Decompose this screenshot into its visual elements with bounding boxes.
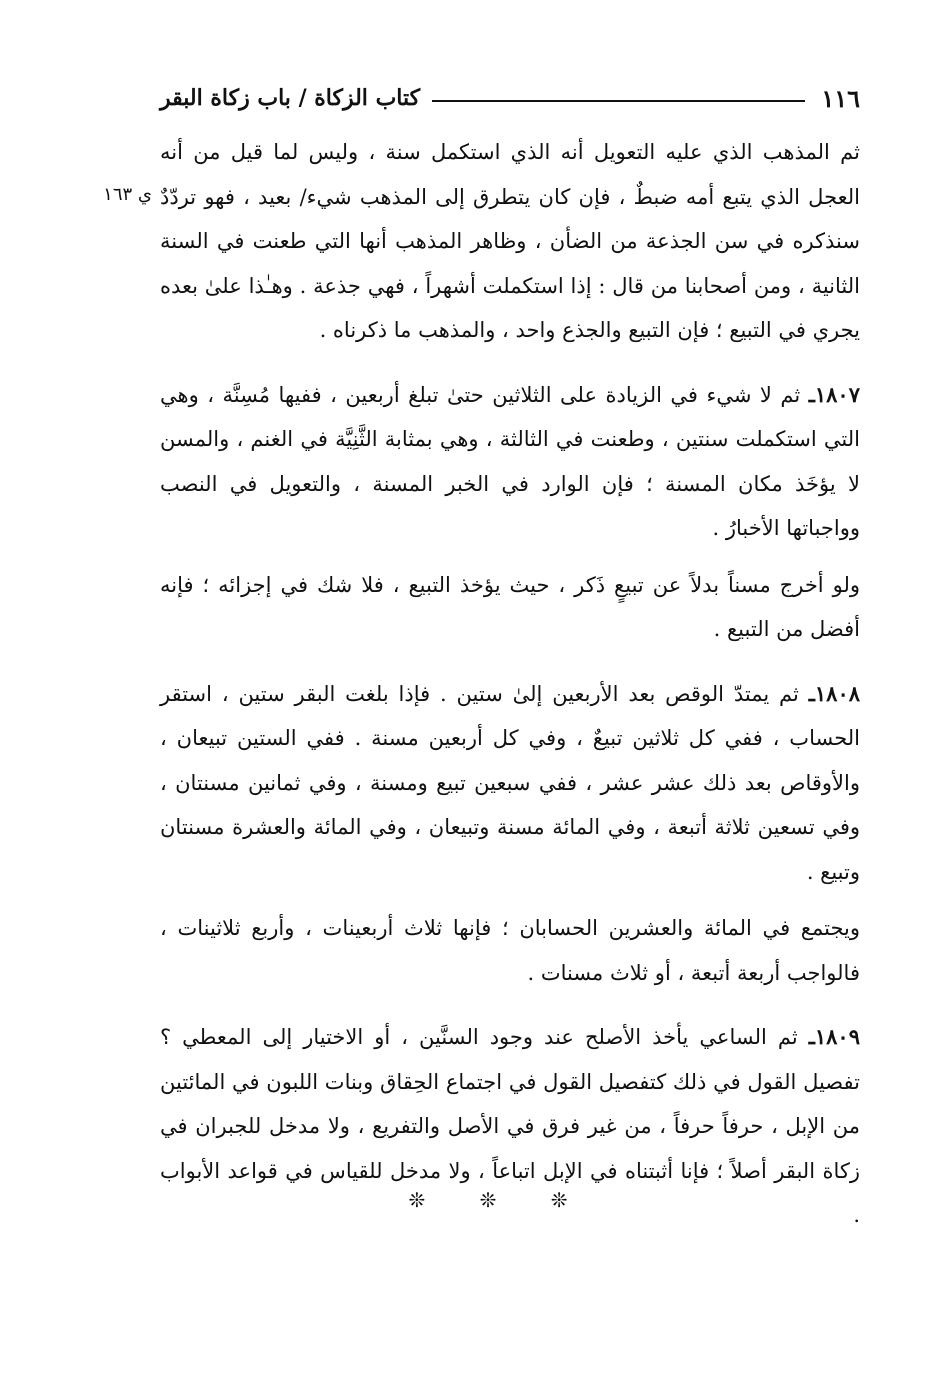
section-end-ornament: ❊ ❊ ❊ bbox=[408, 1188, 592, 1212]
paragraph-intro bbox=[160, 130, 860, 353]
paragraph-text: ثم يمتدّ الوقص بعد الأربعين إلىٰ ستين . فإذا بلغت البقر ستين ، استقر الحساب ، ففي كل ثلاثين تبيعٌ ، وفي كل أربعين مسنة . ففي الستين تبيعان ، والأوقاص بعد ذلك عشر عشر ، ففي سبعين تبيع ومسنة ، وفي ثمانين مسنتان ، وفي تسعين ثلاثة أتبعة ، وفي المائة مسنة وتبيعان ، وفي المائة والعشرة مسنتان وتبيع . bbox=[160, 681, 860, 884]
paragraph-text: ثم لا شيء في الزيادة على الثلاثين حتىٰ تبلغ أربعين ، ففيها مُسِنَّة ، وهي التي استكملت سنتين ، وطعنت في الثالثة ، وهي بمثابة الثَّنِيَّة في الغنم ، والمسن لا يؤخَذ مكان المسنة ؛ فإن الوارد في الخبر المسنة ، والتعويل في النصب وواجباتها الأخبارُ . bbox=[160, 382, 860, 540]
page-number: ١١٦ bbox=[821, 83, 860, 113]
paragraph-text: ويجتمع في المائة والعشرين الحسابان ؛ فإنها ثلاث أربعينات ، وأربع ثلاثينات ، فالواجب أربعة أتبعة ، أو ثلاث مسنات . bbox=[160, 916, 860, 985]
paragraph-1807 bbox=[160, 373, 860, 551]
page-header bbox=[160, 78, 860, 118]
paragraph-text: ولو أخرج مسناً بدلاً عن تبيعٍ ذَكر ، حيث يؤخذ التبيع ، فلا شك في إجزائه ؛ فإنه أفضل من التبيع . bbox=[160, 572, 860, 641]
paragraph-text: ثم الساعي يأخذ الأصلح عند وجود السنَّين ، أو الاختيار إلى المعطي ؟ تفصيل القول في ذلك كتفصيل القول في اجتماع الحِقاق وبنات اللبون في المائتين من الإبل ، حرفاً حرفاً ، من غير فرق في الأصل والتفريع ، ولا مدخل للجبران في زكاة البقر أصلاً ؛ فإنا أثبتناه في الإبل اتباعاً ، ولا مدخل للقياس في قواعد الأبواب . bbox=[160, 1025, 860, 1227]
running-title: كتاب الزكاة / باب زكاة البقر bbox=[160, 85, 421, 111]
paragraph-continuation-1807 bbox=[160, 563, 860, 652]
issue-number: ١٨٠٧ـ bbox=[808, 381, 860, 407]
manuscript-folio-ref: ي ١٦٣ bbox=[103, 184, 152, 205]
main-text bbox=[160, 130, 860, 1238]
issue-number: ١٨٠٩ـ bbox=[808, 1024, 860, 1049]
paragraph-continuation-1808 bbox=[160, 906, 860, 995]
header-rule bbox=[432, 100, 805, 102]
margin-note bbox=[32, 184, 152, 205]
issue-number: ١٨٠٨ـ bbox=[808, 680, 861, 706]
paragraph-1808 bbox=[160, 672, 860, 895]
paragraph-text: ثم المذهب الذي عليه التعويل أنه الذي استكمل سنة ، وليس لما قيل من أنه العجل الذي يتبع أمه ضبطٌ ، فإن كان يتطرق إلى المذهب شيء/ بعيد ، فهو تردّدٌ سنذكره في سن الجذعة من الضأن ، وظاهر المذهب أنها التي طعنت في السنة الثانية ، ومن أصحابنا من قال : إذا استكملت أشهراً ، فهي جذعة . وهـٰذا علىٰ بعده يجري في التبيع ؛ فإن التبيع والجذع واحد ، والمذهب ما ذكرناه . bbox=[160, 140, 860, 342]
